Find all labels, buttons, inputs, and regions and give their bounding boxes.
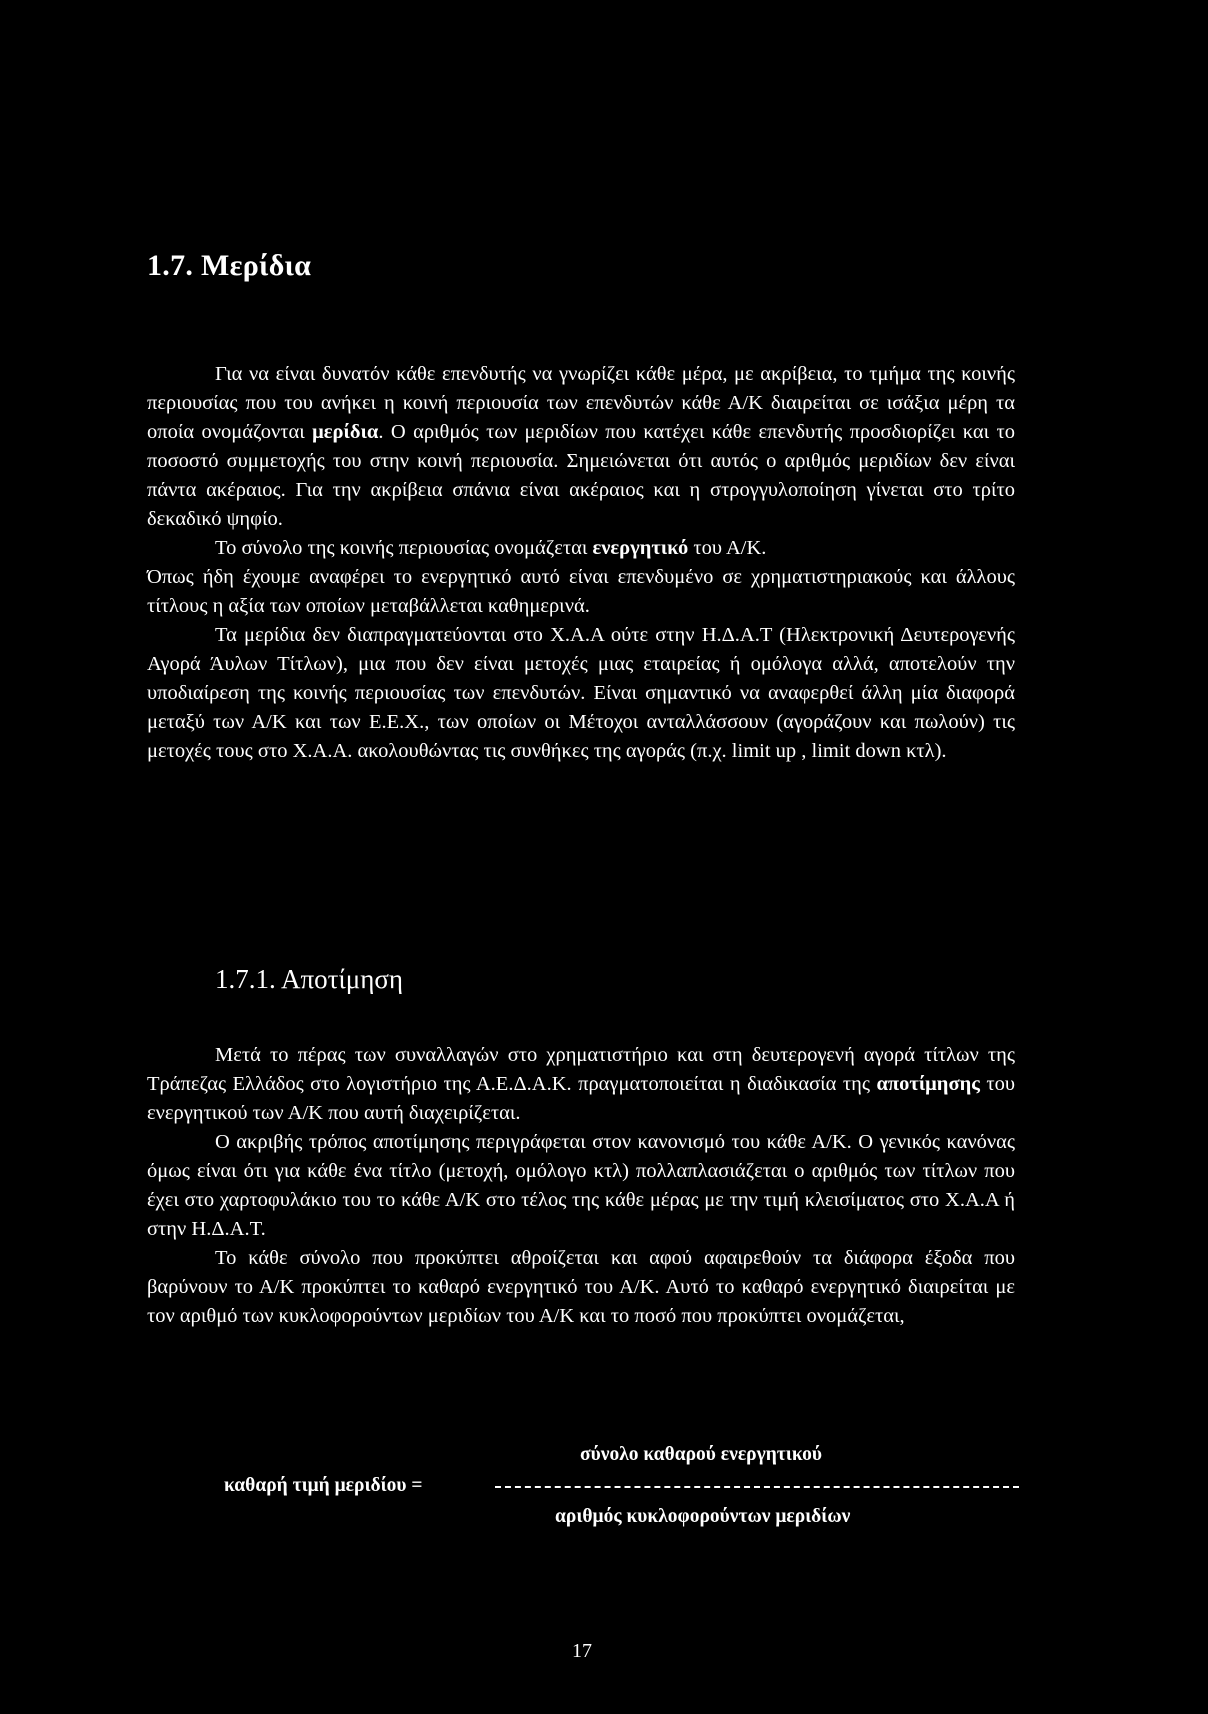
section-title: 1.7. Μερίδια <box>147 249 312 282</box>
formula-numerator: σύνολο καθαρού ενεργητικού <box>580 1444 822 1465</box>
valuation-paragraph-2: Ο ακριβής τρόπος αποτίμησης περιγράφεται στον κανονισμό του κάθε Α/Κ. Ο γενικός κανόνας όμως είναι ότι για κάθε ένα τίτλο (μετοχή, ομόλογο κτλ) πολλαπλασιάζεται ο αριθμός των τίτλων που έχει στο χαρτοφυλάκιο του το κάθε Α/Κ στο τέλος της κάθε μέρας με την τιμή κλεισίματος στο Χ.Α.Α ή στην Η.Δ.Α.Τ. <box>147 1131 1015 1240</box>
intro-paragraph-1: Για να είναι δυνατόν κάθε επενδυτής να γνωρίζει κάθε μέρα, με ακρίβεια, το τμήμα της κοινής περιουσίας που του ανήκει η κοινή περιουσία των επενδυτών κάθε Α/Κ διαιρείται σε ισάξια μέρη τα οποία ονομάζονται μερίδια. Ο αριθμός των μεριδίων που κατέχει κάθε επενδυτής προσδιορίζει και το ποσοστό συμμετοχής του στην κοινή περιουσία. Σημειώνεται ότι αυτός ο αριθμός μεριδίων δεν είναι πάντα ακέραιος. Για την ακρίβεια σπάνια είναι ακέραιος και η στρογγυλοποίηση γίνεται στο τρίτο δεκαδικό ψηφίο. <box>147 363 1015 530</box>
intro-paragraph-3: Όπως ήδη έχουμε αναφέρει το ενεργητικό αυτό είναι επενδυμένο σε χρηματιστηριακούς και άλλους τίτλους η αξία των οποίων μεταβάλλεται καθημερινά. <box>147 566 1015 617</box>
subsection-title: 1.7.1. Αποτίμηση <box>215 964 404 994</box>
valuation-paragraph-3: Το κάθε σύνολο που προκύπτει αθροίζεται και αφού αφαιρεθούν τα διάφορα έξοδα που βαρύνουν το Α/Κ προκύπτει το καθαρό ενεργητικό του Α/Κ. Αυτό το καθαρό ενεργητικό διαιρείται με τον αριθμό των κυκλοφορούντων μεριδίων του Α/Κ και το ποσό που προκύπτει ονομάζεται, <box>147 1247 1015 1327</box>
valuation-paragraph-1: Μετά το πέρας των συναλλαγών στο χρηματιστήριο και στη δευτερογενή αγορά τίτλων της Τράπεζας Ελλάδος στο λογιστήριο της Α.Ε.Δ.Α.Κ. πραγματοποιείται η διαδικασία της αποτίμησης του ενεργητικού των Α/Κ που αυτή διαχειρίζεται. <box>147 1044 1016 1124</box>
valuation-text-block <box>147 1041 1015 1331</box>
formula-lhs: καθαρή τιμή μεριδίου = <box>224 1475 423 1496</box>
intro-paragraph-4: Τα μερίδια δεν διαπραγματεύονται στο Χ.Α.Α ούτε στην Η.Δ.Α.Τ (Ηλεκτρονική Δευτερογενής Αγορά Άυλων Τίτλων), μια που δεν είναι μετοχές μιας εταιρείας ή ομόλογα αλλά, αποτελούν την υποδιαίρεση της κοινής περιουσίας των επενδυτών. Είναι σημαντικό να αναφερθεί άλλη μία διαφορά μεταξύ των Α/Κ και των Ε.Ε.Χ., των οποίων οι Μέτοχοι ανταλλάσσουν (αγοράζουν και πωλούν) τις μετοχές τους στο Χ.Α.Α. ακολουθώντας τις συνθήκες της αγοράς (π.χ. limit up , limit down κτλ). <box>147 624 1015 762</box>
intro-paragraph-2: Το σύνολο της κοινής περιουσίας ονομάζεται ενεργητικό του Α/Κ. <box>215 537 767 559</box>
fraction-line <box>495 1486 1019 1488</box>
term-energitiko: ενεργητικό <box>592 537 689 559</box>
term-apotimisi: αποτίμησης <box>876 1073 980 1095</box>
formula-denominator: αριθμός κυκλοφορούντων μεριδίων <box>555 1506 851 1527</box>
page-number: 17 <box>572 1640 592 1662</box>
intro-text-block <box>147 360 1015 766</box>
term-meridia: μερίδια <box>312 421 379 443</box>
